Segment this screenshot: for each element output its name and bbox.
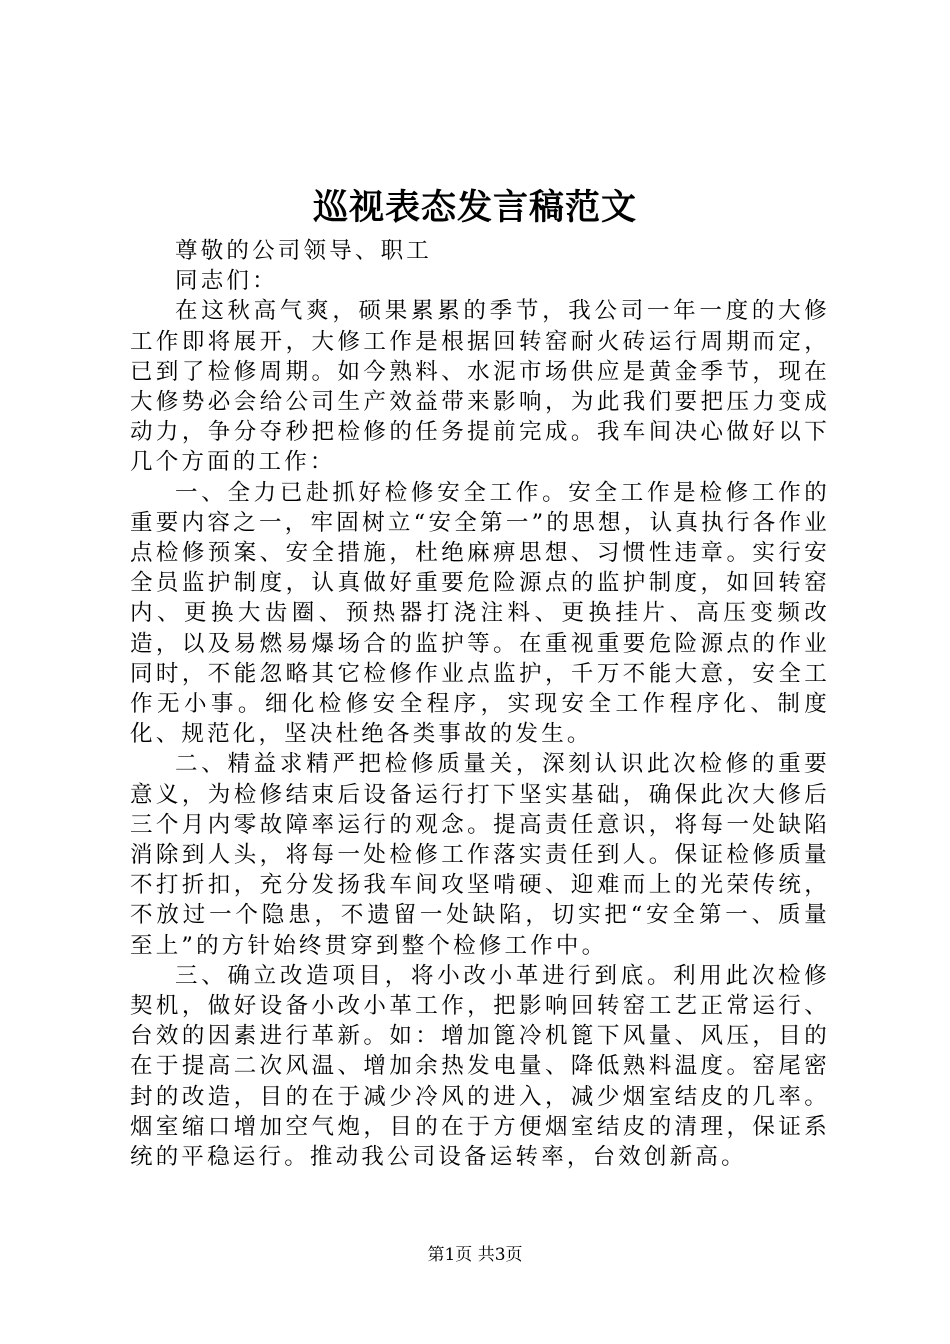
- body-paragraph: 一、全力已赴抓好检修安全工作。安全工作是检修工作的重要内容之一，牢固树立“安全第一”的思想，认真执行各作业点检修预案、安全措施，杜绝麻痹思想、习惯性违章。实行安全员监护制度，认真做好重要危险源点的监护制度，如回转窑内、更换大齿圈、预热器打浇注料、更换挂片、高压变频改造，以及易燃易爆场合的监护等。在重视重要危险源点的作业同时，不能忽略其它检修作业点监护，千万不能大意，安全工作无小事。细化检修安全程序，实现安全工作程序化、制度化、规范化，坚决杜绝各类事故的发生。: [130, 479, 830, 748]
- salutation-line: 同志们：: [175, 268, 278, 295]
- document-body: [130, 236, 830, 1172]
- body-paragraph: 在这秋高气爽，硕果累累的季节，我公司一年一度的大修工作即将展开，大修工作是根据回转窑耐火砖运行周期而定，已到了检修周期。如今熟料、水泥市场供应是黄金季节，现在大修势必会给公司生产效益带来影响，为此我们要把压力变成动力，争分夺秒把检修的任务提前完成。我车间决心做好以下几个方面的工作：: [130, 298, 830, 476]
- page-number-footer: 第1页 共3页: [427, 1245, 523, 1265]
- body-paragraph: 二、精益求精严把检修质量关，深刻认识此次检修的重要意义，为检修结束后设备运行打下坚实基础，确保此次大修后三个月内零故障率运行的观念。提高责任意识，将每一处缺陷消除到人头，将每一处检修工作落实责任到人。保证检修质量不打折扣，充分发扬我车间攻坚啃硬、迎难而上的光荣传统，不放过一个隐患，不遗留一处缺陷，切实把“安全第一、质量至上”的方针始终贯穿到整个检修工作中。: [130, 751, 830, 959]
- salutation-line: 尊敬的公司领导、职工: [175, 238, 433, 264]
- body-paragraph: 三、确立改造项目，将小改小革进行到底。利用此次检修契机，做好设备小改小革工作，把影响回转窑工艺正常运行、台效的因素进行革新。如：增加篦冷机篦下风量、风压，目的在于提高二次风温、增加余热发电量、降低熟料温度。窑尾密封的改造，目的在于减少冷风的进入，减少烟室结皮的几率。烟室缩口增加空气炮，目的在于方便烟室结皮的清理，保证系统的平稳运行。推动我公司设备运转率，台效创新高。: [130, 962, 830, 1171]
- document-title: 巡视表态发言稿范文: [312, 187, 637, 228]
